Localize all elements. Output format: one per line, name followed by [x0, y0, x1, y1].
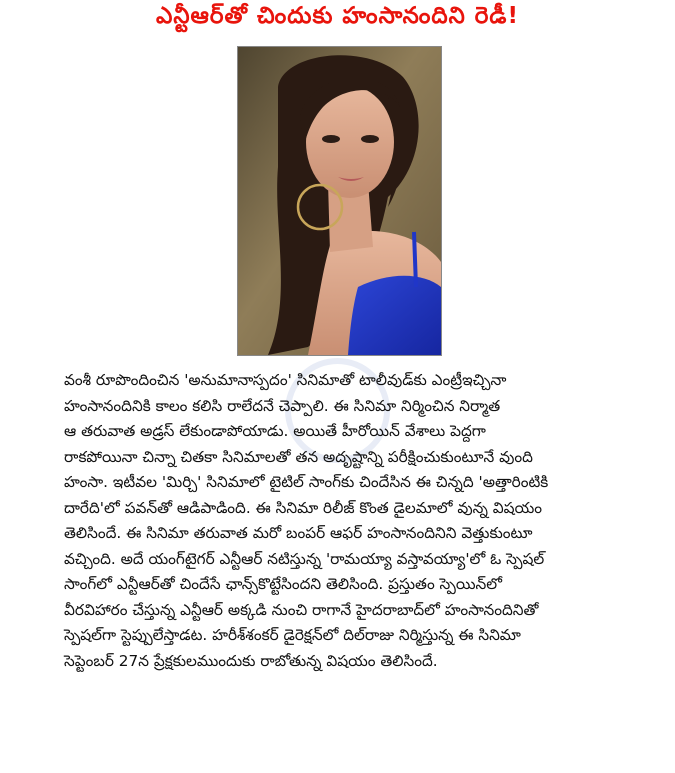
article-line: హంసానందినికి కాలం కలిసి రాలేదనే చెప్పాలి. ఈ సినిమా నిర్మించిన నిర్మాత	[64, 396, 501, 415]
article-line: తెలిసిందే. ఈ సినిమా తరువాత మరో బంపర్ ఆఫర్ హంసానందినిని వెత్తుకుంటూ	[64, 524, 533, 542]
article-line: వంశీ రూపొందించిన 'అనుమానాస్పదం' సినిమాతో టాలీవుడ్‌కు ఎంట్రీఇచ్చినా	[64, 371, 507, 389]
actress-photo	[237, 46, 442, 356]
article-line: హంసా. ఇటీవల 'మిర్చి' సినిమాలో టైటిల్ సాంగ్‌కు చిందేసిన ఈ చిన్నది 'అత్తారింటికి	[64, 473, 549, 491]
article-line: రాకపోయినా చిన్నా చితకా సినిమాలతో తన అదృష్టాన్ని పరీక్షించుకుంటూనే వుంది	[64, 447, 533, 466]
article-line: వీరవిహారం చేస్తున్న ఎన్టీఆర్ అక్కడి నుంచి రాగానే హైదరాబాద్‌లో హంసానందినితో	[64, 600, 539, 619]
article-line: దారేది'లో పవన్‌తో ఆడిపాడింది. ఈ సినిమా రిలీజ్ కొంత డైలమాలో వున్న విషయం	[64, 498, 543, 517]
article-line: వచ్చింది. అదే యంగ్‌టైగర్ ఎన్టీఆర్ నటిస్తున్న 'రామయ్యా వస్తావయ్యా'లో ఓ స్పెషల్	[64, 549, 545, 568]
article-line: స్పెషల్‌గా స్టెప్పులేస్తాడట. హరీశ్‌శంకర్ డైరెక్షన్‌లో దిల్‌రాజు నిర్మిస్తున్న ఈ సినిమా	[64, 626, 521, 644]
headline: ఎన్టీఆర్‌తో చిందుకు హంసానందిని రెడీ!	[156, 3, 519, 29]
photo-illustration	[238, 47, 441, 355]
article-line: సెప్టెంబర్ 27న ప్రేక్షకులముందుకు రాబోతున్న విషయం తెలిసిందే.	[64, 651, 438, 670]
article-line: సాంగ్‌లో ఎన్టీఆర్‌తో చిందేసే ఛాన్స్‌కొట్టేసిందని తెలిసింది. ప్రస్తుతం స్పెయిన్‌లో	[64, 575, 502, 593]
article-line: ఆ తరువాత అడ్రస్ లేకుండాపోయాడు. అయితే హీరోయిన్ వేశాలు పెద్దగా	[64, 422, 486, 440]
article-body	[64, 368, 624, 674]
